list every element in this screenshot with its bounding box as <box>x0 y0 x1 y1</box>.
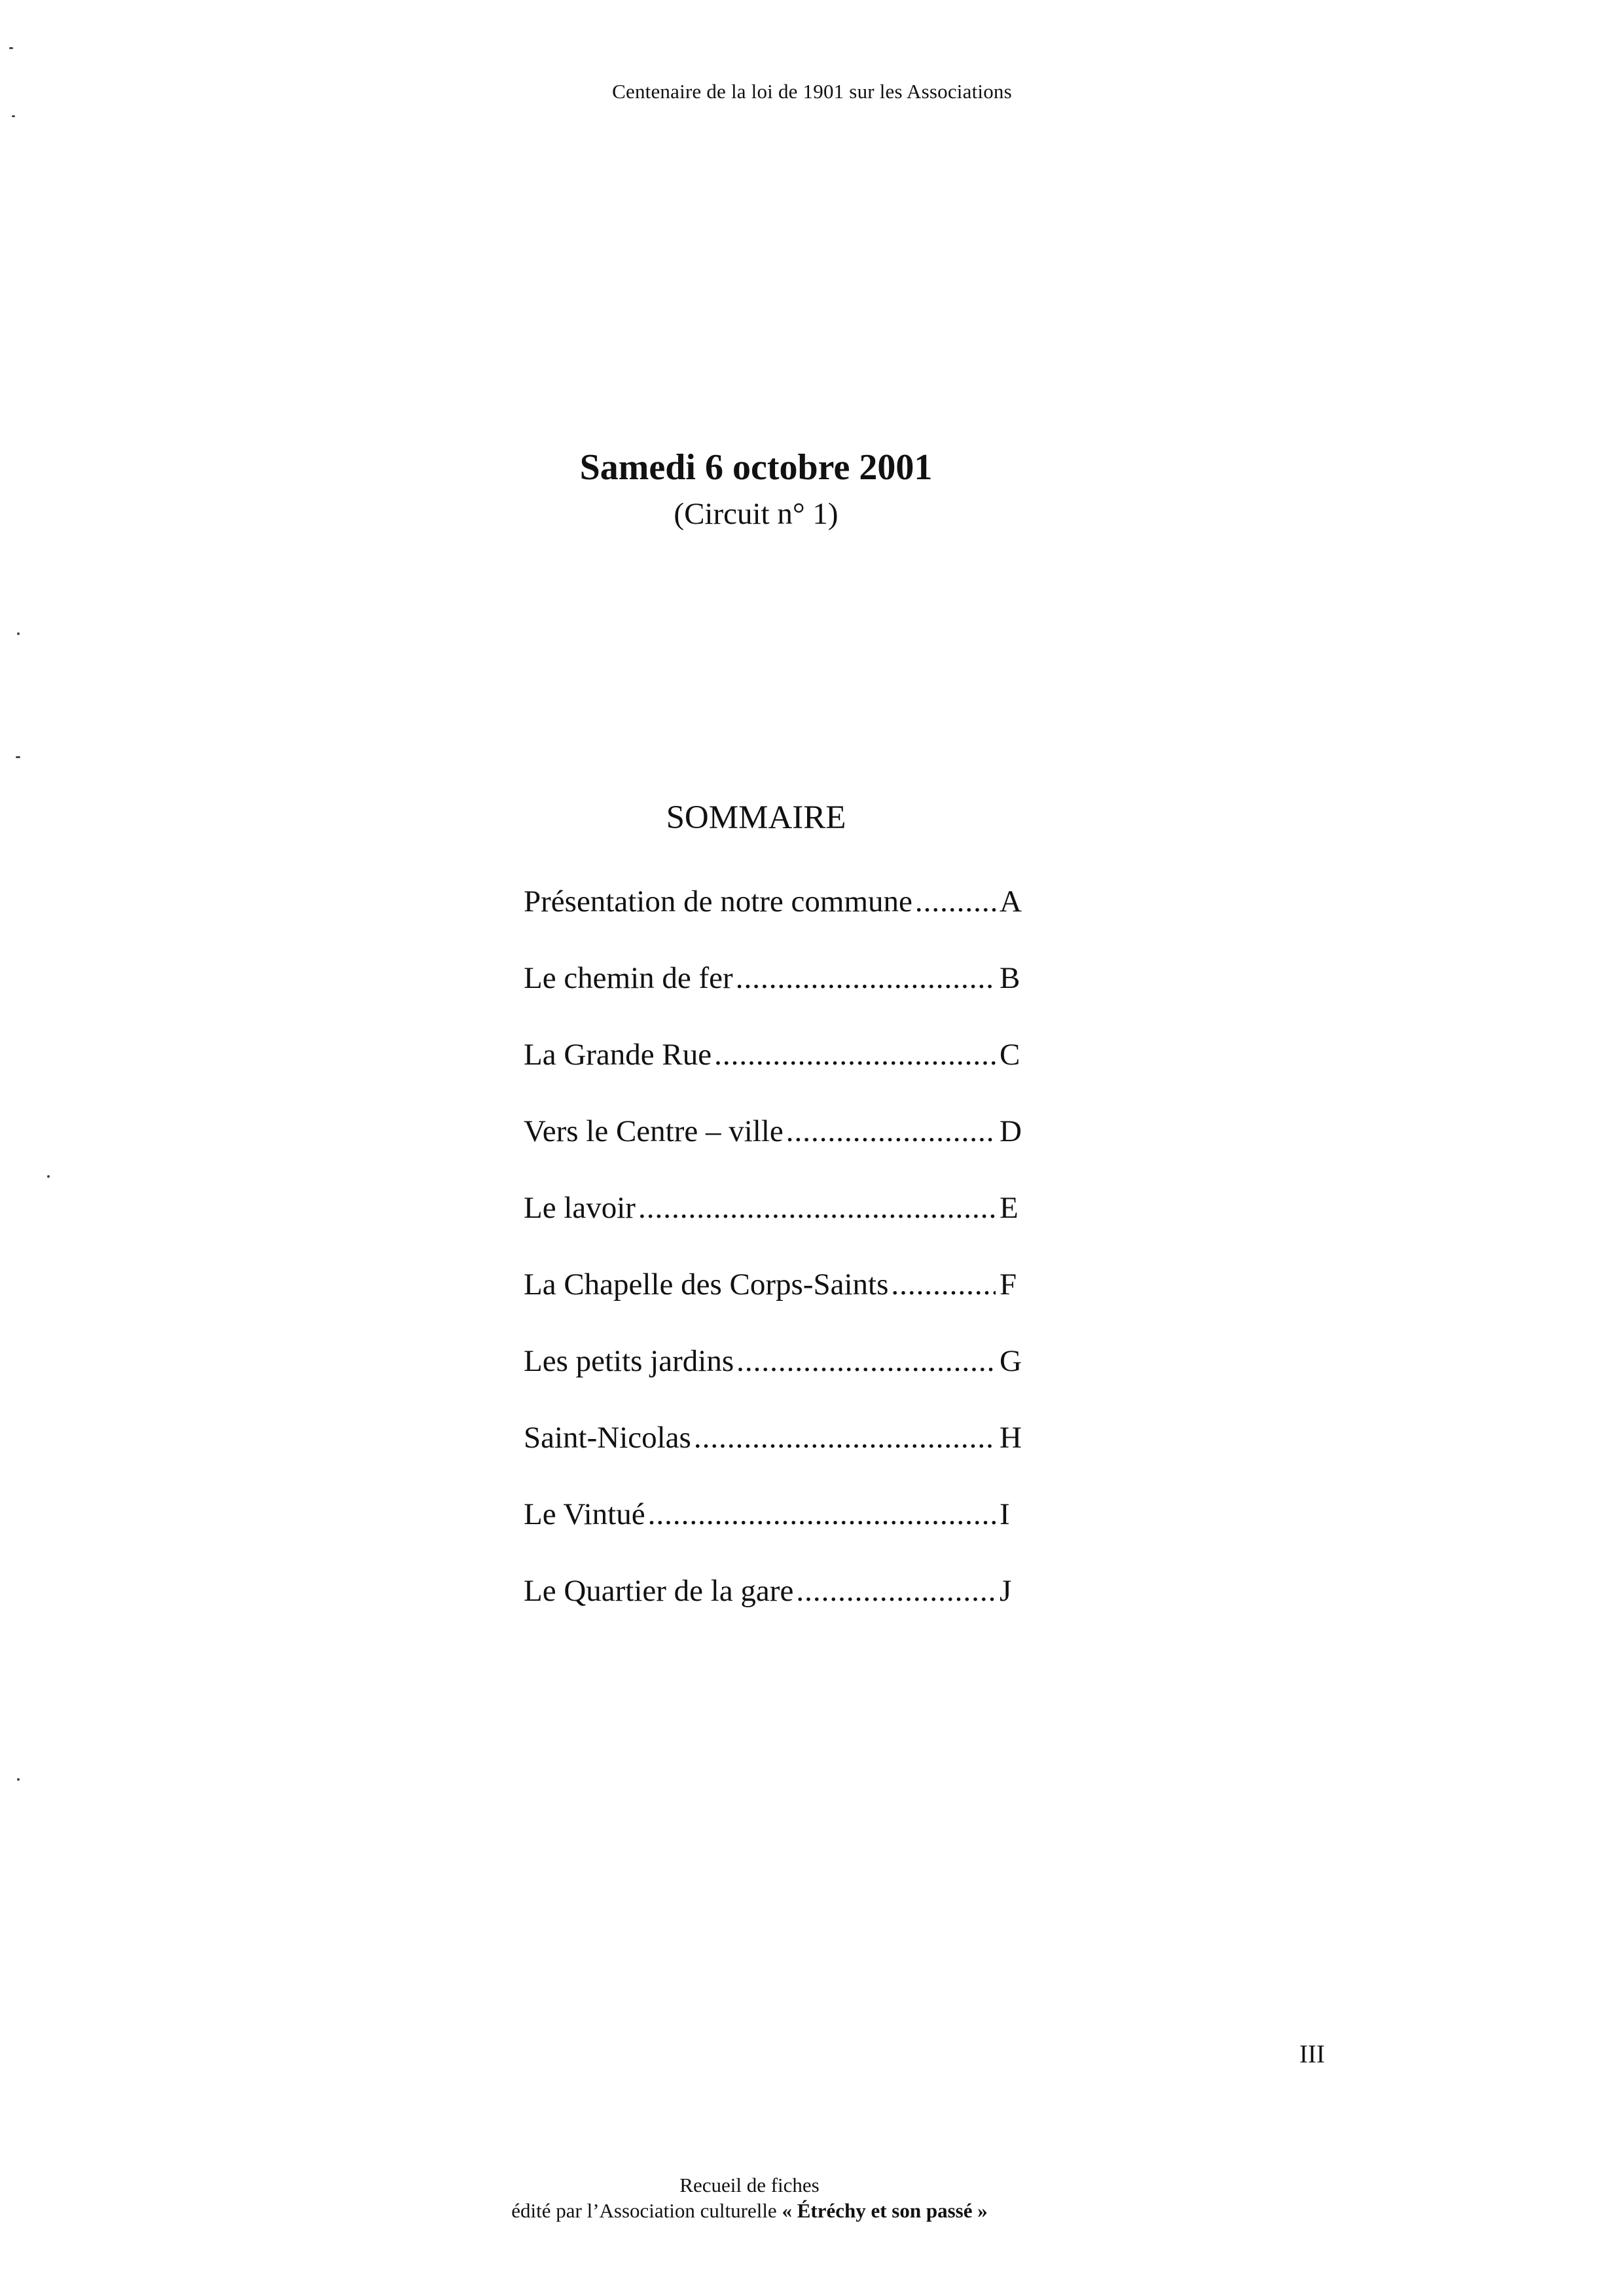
toc-entry <box>524 1114 1024 1190</box>
toc-entry-label: La Grande Rue <box>524 1038 712 1072</box>
toc-entry-letter: J <box>1000 1574 1012 1608</box>
toc-entry-letter: C <box>1000 1038 1020 1072</box>
toc-dot-leader <box>736 960 996 996</box>
page-number: III <box>1299 2040 1325 2068</box>
toc-entry-label: Saint-Nicolas <box>524 1421 691 1455</box>
toc-entry-label: Les petits jardins <box>524 1344 734 1378</box>
toc-entry-letter: B <box>1000 961 1020 995</box>
toc-dot-leader <box>638 1190 996 1226</box>
sommaire-heading: SOMMAIRE <box>666 799 846 836</box>
toc-entry <box>524 1190 1024 1267</box>
toc-entry-letter: D <box>1000 1114 1022 1148</box>
footer-association-name: « Étréchy et son passé » <box>782 2199 988 2222</box>
toc-dot-leader <box>891 1267 996 1302</box>
page-title: Samedi 6 octobre 2001 <box>579 447 933 488</box>
table-of-contents <box>524 884 1024 1650</box>
toc-entry <box>524 1343 1024 1420</box>
toc-entry <box>524 1573 1024 1650</box>
toc-entry <box>524 1037 1024 1114</box>
scan-speck <box>12 115 15 117</box>
scan-speck <box>16 756 20 758</box>
toc-entry-label: Vers le Centre – ville <box>524 1114 784 1148</box>
scan-speck <box>17 1778 20 1781</box>
toc-entry-label: Le lavoir <box>524 1191 636 1225</box>
toc-entry <box>524 884 1024 960</box>
footer-publisher-prefix: édité par l’Association culturelle <box>511 2199 782 2222</box>
toc-entry-label: La Chapelle des Corps-Saints <box>524 1267 889 1302</box>
toc-entry-label: Le Vintué <box>524 1497 645 1531</box>
toc-dot-leader <box>786 1114 996 1149</box>
toc-dot-leader <box>796 1573 996 1609</box>
toc-entry-letter: G <box>1000 1344 1022 1378</box>
toc-entry-letter: F <box>1000 1267 1017 1302</box>
toc-entry-letter: E <box>1000 1191 1019 1225</box>
footer-line-2 <box>0 2198 1499 2223</box>
toc-entry-label: Présentation de notre commune <box>524 884 912 919</box>
scan-speck <box>17 632 20 635</box>
toc-entry-letter: A <box>1000 884 1022 919</box>
running-header: Centenaire de la loi de 1901 sur les Associations <box>612 80 1012 103</box>
toc-entry <box>524 1420 1024 1497</box>
toc-entry-label: Le chemin de fer <box>524 961 733 995</box>
toc-entry-label: Le Quartier de la gare <box>524 1574 794 1608</box>
toc-dot-leader <box>736 1343 996 1379</box>
page-subtitle: (Circuit n° 1) <box>674 497 839 531</box>
toc-entry <box>524 1497 1024 1573</box>
page-footer <box>0 2172 1499 2223</box>
toc-entry-letter: H <box>1000 1421 1022 1455</box>
footer-line-1: Recueil de fiches <box>679 2174 820 2196</box>
toc-entry <box>524 960 1024 1037</box>
toc-dot-leader <box>915 884 996 919</box>
scan-speck <box>47 1175 50 1178</box>
scan-speck <box>9 47 13 49</box>
toc-entry-letter: I <box>1000 1497 1010 1531</box>
toc-entry <box>524 1267 1024 1343</box>
toc-dot-leader <box>648 1497 996 1532</box>
toc-dot-leader <box>714 1037 996 1072</box>
toc-dot-leader <box>694 1420 996 1455</box>
